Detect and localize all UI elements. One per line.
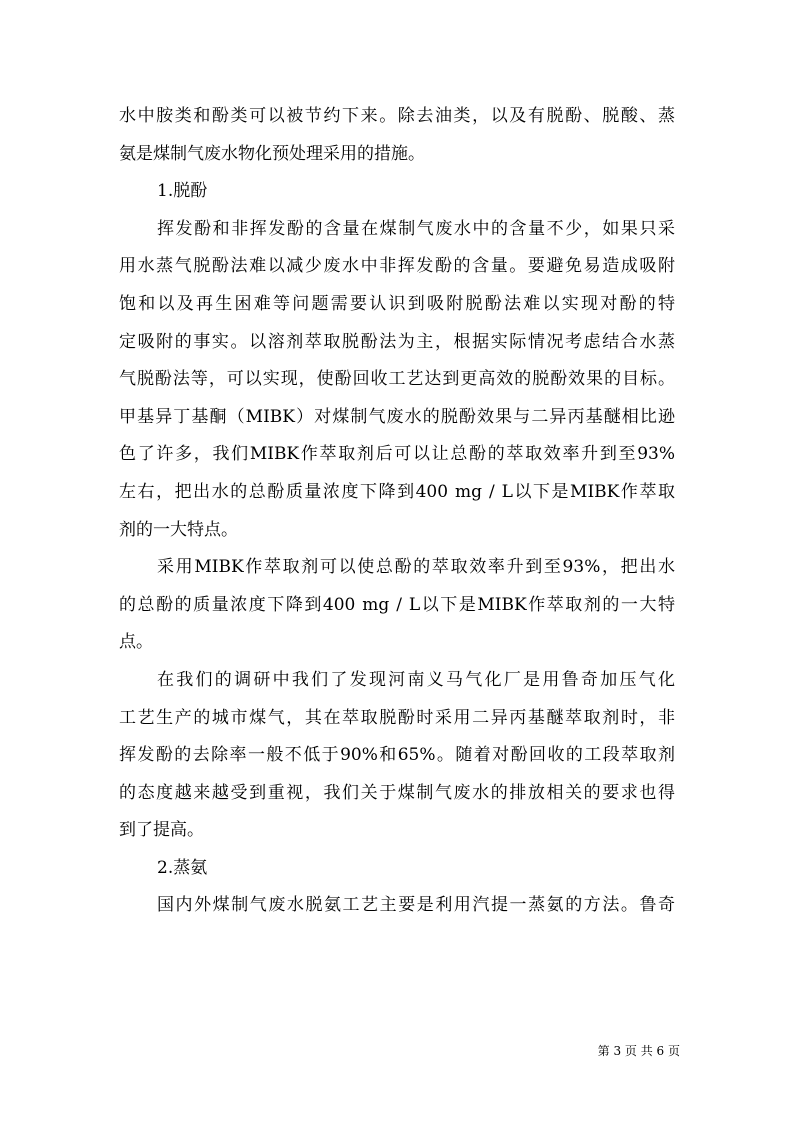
text-line: 水中胺类和酚类可以被节约下来。除去油类，以及有脱酚、脱酸、蒸 bbox=[119, 106, 675, 126]
text-line: 挥发酚和非挥发酚的含量在煤制气废水中的含量不少，如果只采 bbox=[157, 218, 675, 239]
text-line: 气脱酚法等，可以实现，使酚回收工艺达到更高效的脱酚效果的目标。 bbox=[119, 369, 675, 390]
text-line: 定吸附的事实。以溶剂萃取脱酚法为主，根据实际情况考虑结合水蒸 bbox=[119, 331, 675, 352]
text-line: 在我们的调研中我们了发现河南义马气化厂是用鲁奇加压气化 bbox=[157, 669, 675, 690]
section-heading: 1.脱酚 bbox=[157, 181, 208, 202]
text-line: 色了许多，我们MIBK作萃取剂后可以让总酚的萃取效率升到至93% bbox=[119, 444, 675, 465]
text-line: 点。 bbox=[119, 632, 153, 653]
text-line: 到了提高。 bbox=[119, 820, 204, 841]
section-heading: 2.蒸氨 bbox=[157, 857, 208, 878]
text-line: 氨是煤制气废水物化预处理采用的措施。 bbox=[119, 143, 425, 164]
text-line: 剂的一大特点。 bbox=[119, 519, 238, 540]
body-text bbox=[119, 98, 675, 925]
text-line: 工艺生产的城市煤气，其在萃取脱酚时采用二异丙基醚萃取剂时，非 bbox=[119, 707, 675, 728]
text-line: 采用MIBK作萃取剂可以使总酚的萃取效率升到至93%，把出水 bbox=[157, 557, 675, 578]
text-line: 国内外煤制气废水脱氨工艺主要是利用汽提一蒸氨的方法。鲁奇 bbox=[157, 895, 675, 916]
page-number-footer: 第 3 页 共 6 页 bbox=[597, 1044, 680, 1058]
text-line: 饱和以及再生困难等问题需要认识到吸附脱酚法难以实现对酚的特 bbox=[119, 293, 675, 314]
text-line: 左右，把出水的总酚质量浓度下降到400 mg / L以下是MIBK作萃取 bbox=[119, 481, 675, 502]
text-line: 挥发酚的去除率一般不低于90%和65%。随着对酚回收的工段萃取剂 bbox=[119, 745, 675, 766]
text-line: 甲基异丁基酮（MIBK）对煤制气废水的脱酚效果与二异丙基醚相比逊 bbox=[119, 406, 675, 427]
text-line: 用水蒸气脱酚法难以减少废水中非挥发酚的含量。要避免易造成吸附 bbox=[119, 256, 675, 277]
text-line: 的总酚的质量浓度下降到400 mg / L以下是MIBK作萃取剂的一大特 bbox=[119, 594, 675, 615]
text-line: 的态度越来越受到重视，我们关于煤制气废水的排放相关的要求也得 bbox=[119, 782, 675, 803]
